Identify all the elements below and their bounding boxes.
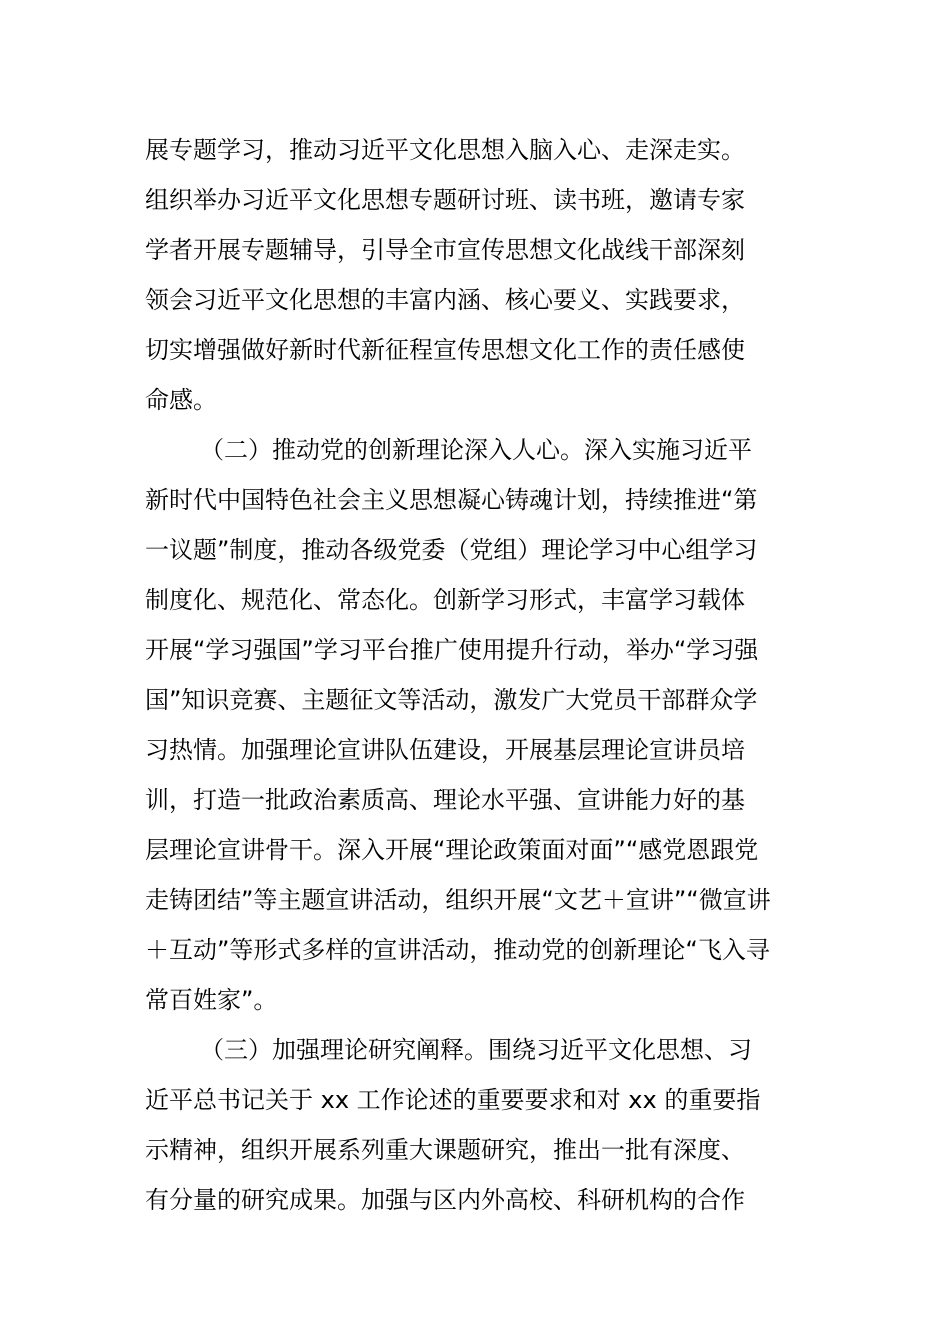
text-line: 习热情。加强理论宣讲队伍建设，开展基层理论宣讲员培 [145,736,745,764]
text-line: 层理论宣讲骨干。深入开展“理论政策面对面”“感党恩跟党 [145,836,759,864]
text-line: 领会习近平文化思想的丰富内涵、核心要义、实践要求， [145,286,745,314]
text-line: 新时代中国特色社会主义思想凝心铸魂计划，持续推进“第 [145,486,758,514]
text-line: ＋互动”等形式多样的宣讲活动，推动党的创新理论“飞入寻 [145,936,770,964]
text-line: 切实增强做好新时代新征程宣传思想文化工作的责任感使 [145,336,745,364]
text-line: 有分量的研究成果。加强与区内外高校、科研机构的合作 [145,1186,745,1214]
text-line: 国”知识竞赛、主题征文等活动，激发广大党员干部群众学 [145,686,758,714]
text-line: 走铸团结”等主题宣讲活动，组织开展“文艺＋宣讲”“微宣讲 [145,886,771,914]
text-line: 开展“学习强国”学习平台推广使用提升行动，举办“学习强 [145,636,759,664]
text-line: 一议题”制度，推动各级党委（党组）理论学习中心组学习 [145,536,758,564]
text-line: 近平总书记关于 xx 工作论述的重要要求和对 xx 的重要指 [145,1086,761,1114]
text-line: 训，打造一批政治素质高、理论水平强、宣讲能力好的基 [145,786,745,814]
text-line: 学者开展专题辅导，引导全市宣传思想文化战线干部深刻 [145,236,745,264]
text-line: 展专题学习，推动习近平文化思想入脑入心、走深走实。 [145,136,745,164]
text-line: 组织举办习近平文化思想专题研讨班、读书班，邀请专家 [145,186,745,214]
text-line: 常百姓家”。 [145,986,278,1014]
section-heading-line: （三）加强理论研究阐释。围绕习近平文化思想、习 [200,1036,752,1064]
body-text [145,125,825,1225]
text-line: 命感。 [145,386,217,414]
text-line: 制度化、规范化、常态化。创新学习形式，丰富学习载体 [145,586,745,614]
section-heading-line: （二）推动党的创新理论深入人心。深入实施习近平 [200,436,752,464]
text-line: 示精神，组织开展系列重大课题研究，推出一批有深度、 [145,1136,745,1164]
